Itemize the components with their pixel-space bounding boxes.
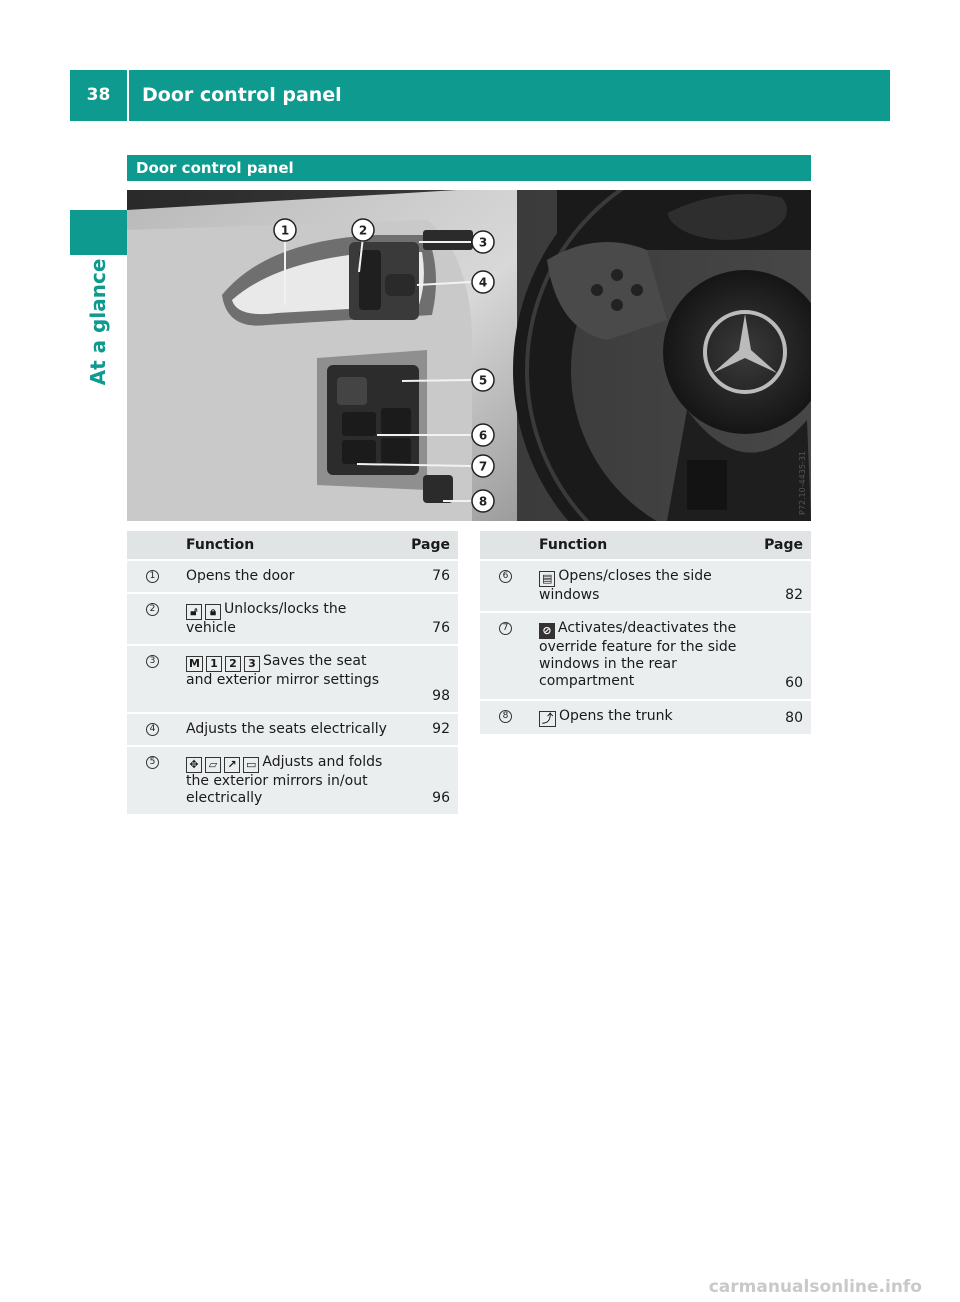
callout-number: 3: [146, 655, 159, 668]
override-icon: ⊘: [539, 623, 555, 639]
section-heading: [127, 155, 811, 181]
header-divider: [127, 70, 129, 121]
table-header-row: [127, 531, 458, 559]
header-num: [480, 531, 531, 559]
chapter-label: At a glance: [86, 258, 110, 386]
window-icon: ▤: [539, 571, 555, 587]
table-row: [127, 646, 458, 712]
table-row: [127, 714, 458, 745]
callout-number: 2: [146, 603, 159, 616]
function-text: Adjusts the seats electrically: [186, 721, 387, 737]
section-title: Door control panel: [136, 159, 294, 177]
callout-2: [352, 219, 374, 241]
function-text: Activates/deactivates the override feature for the side windows in the rear compartment: [539, 620, 737, 689]
memory-m-icon: M: [186, 656, 203, 672]
page-ref: 96: [432, 790, 450, 806]
mirror-right-icon: ↗: [224, 757, 240, 773]
callout-4: [472, 271, 494, 293]
svg-text:3: 3: [478, 235, 488, 250]
page-ref: 98: [432, 688, 450, 704]
header-num: [127, 531, 178, 559]
callout-6: [472, 424, 494, 446]
function-text: Opens/closes the side windows: [539, 568, 712, 603]
memory-3-icon: 3: [244, 656, 260, 672]
unlock-icon: 🔓︎: [186, 604, 202, 620]
svg-text:4: 4: [478, 275, 488, 290]
callout-5: [472, 369, 494, 391]
table-header-row: [480, 531, 811, 559]
function-table-left: [127, 529, 458, 816]
header-function: Function: [531, 531, 749, 559]
mirror-left-icon: ▱: [205, 757, 221, 773]
svg-text:1: 1: [280, 223, 290, 238]
page-number: 38: [86, 85, 111, 105]
header-function: Function: [178, 531, 396, 559]
function-text: Saves the seat and exterior mirror settings: [186, 653, 380, 688]
mirror-adjust-icon: ✥: [186, 757, 202, 773]
page-ref: 82: [785, 587, 803, 603]
header-title: Door control panel: [142, 84, 342, 106]
function-table-right: [480, 529, 811, 736]
svg-text:6: 6: [478, 428, 488, 443]
table-row: [127, 561, 458, 592]
image-code: P72.10-4435-31: [798, 450, 807, 515]
callout-number: 7: [499, 622, 512, 635]
table-row: [127, 747, 458, 814]
table-row: [480, 561, 811, 611]
function-text: Opens the door: [186, 568, 295, 584]
svg-text:8: 8: [478, 494, 488, 509]
svg-text:7: 7: [478, 459, 488, 474]
page-ref: 80: [785, 710, 803, 726]
callout-number: 5: [146, 756, 159, 769]
page-ref: 60: [785, 675, 803, 691]
lock-icon: 🔒︎: [205, 604, 221, 620]
svg-text:5: 5: [478, 373, 488, 388]
header-page: Page: [396, 531, 458, 559]
callout-number: 4: [146, 723, 159, 736]
page-header: [70, 70, 890, 121]
memory-2-icon: 2: [225, 656, 241, 672]
callout-3: [472, 231, 494, 253]
door-panel-photo: [127, 190, 811, 521]
watermark: carmanualsonline.info: [708, 1277, 922, 1297]
memory-1-icon: 1: [206, 656, 222, 672]
chapter-tab: [70, 210, 127, 255]
function-text: Unlocks/locks the vehicle: [186, 601, 347, 636]
table-row: [480, 701, 811, 734]
callout-8: [472, 490, 494, 512]
svg-text:2: 2: [358, 223, 368, 238]
callout-number: 1: [146, 570, 159, 583]
page-ref: 76: [432, 568, 450, 584]
trunk-icon: ⤴: [539, 711, 556, 727]
function-text: Adjusts and folds the exterior mirrors in/out electrically: [186, 754, 383, 806]
door-panel-illustration: [127, 190, 811, 521]
callout-1: [274, 219, 296, 241]
mirror-fold-icon: ▭: [243, 757, 259, 773]
header-page: Page: [749, 531, 811, 559]
page-ref: 76: [432, 620, 450, 636]
callout-number: 6: [499, 570, 512, 583]
callout-7: [472, 455, 494, 477]
table-row: [127, 594, 458, 644]
function-text: Opens the trunk: [559, 708, 673, 724]
callout-number: 8: [499, 710, 512, 723]
page-ref: 92: [432, 721, 450, 737]
table-row: [480, 613, 811, 699]
